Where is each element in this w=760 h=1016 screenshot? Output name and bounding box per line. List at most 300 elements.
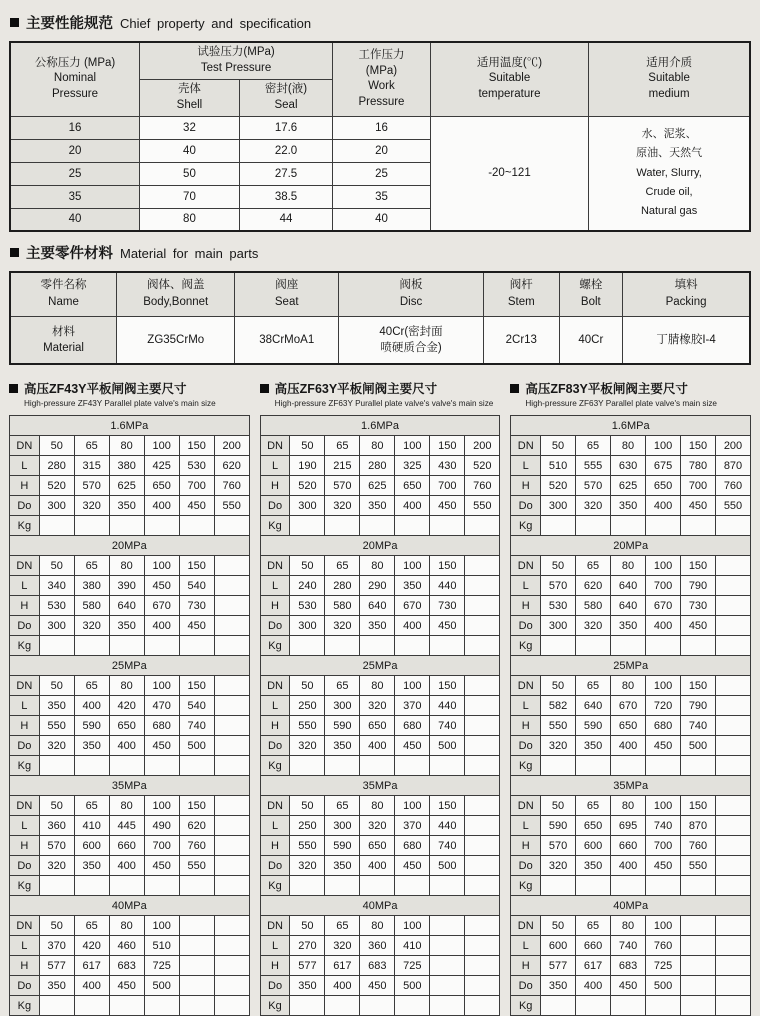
size-value: 720	[646, 696, 681, 716]
size-value: 510	[144, 936, 179, 956]
size-row-label: Do	[511, 736, 541, 756]
size-data-row	[10, 936, 250, 956]
size-value	[465, 696, 500, 716]
size-value: 590	[325, 836, 360, 856]
size-value: 500	[430, 736, 465, 756]
size-value: 50	[39, 796, 74, 816]
size-value: 320	[39, 736, 74, 756]
size-value	[541, 996, 576, 1016]
size-row-label: H	[511, 836, 541, 856]
size-value	[290, 516, 325, 536]
size-value: 80	[611, 436, 646, 456]
pressure-header: 20MPa	[260, 536, 500, 556]
size-value: 350	[39, 696, 74, 716]
size-value: 50	[541, 556, 576, 576]
size-value: 600	[541, 936, 576, 956]
size-value: 400	[74, 696, 109, 716]
material-value	[117, 316, 235, 364]
size-value: 150	[430, 796, 465, 816]
size-value	[74, 636, 109, 656]
size-value: 590	[325, 716, 360, 736]
pressure-header: 20MPa	[511, 536, 751, 556]
size-value	[325, 636, 360, 656]
size-value: 280	[39, 456, 74, 476]
materials-header-row	[10, 272, 750, 316]
size-value: 80	[109, 436, 144, 456]
size-value: 550	[179, 856, 214, 876]
size-data-row	[511, 796, 751, 816]
size-value: 350	[541, 976, 576, 996]
size-value	[715, 736, 750, 756]
size-table-35MPa	[9, 775, 250, 896]
size-row-label: H	[260, 476, 290, 496]
header-zh: 阀杆	[509, 279, 533, 291]
spec-header-work-pressure	[333, 42, 431, 116]
size-value: 350	[290, 976, 325, 996]
size-value: 500	[430, 856, 465, 876]
size-value: 315	[74, 456, 109, 476]
text-line: Suitable	[488, 72, 531, 85]
size-value: 50	[541, 796, 576, 816]
size-value: 150	[681, 676, 716, 696]
size-value	[179, 756, 214, 776]
size-value: 350	[576, 736, 611, 756]
size-data-row	[260, 516, 500, 536]
header-zh: 阀板	[399, 279, 423, 291]
size-value	[465, 916, 500, 936]
spec-header-shell	[140, 79, 240, 116]
size-value: 580	[74, 596, 109, 616]
size-value	[214, 576, 249, 596]
size-row-label: L	[260, 936, 290, 956]
text-line: 公称压力 (MPa)	[34, 56, 116, 69]
size-value: 300	[39, 496, 74, 516]
size-data-row	[260, 436, 500, 456]
size-value	[179, 516, 214, 536]
size-data-row	[511, 836, 751, 856]
size-data-row	[10, 736, 250, 756]
spec-header-test-pressure	[140, 42, 333, 79]
size-value: 470	[144, 696, 179, 716]
size-value	[395, 996, 430, 1016]
size-data-row	[260, 496, 500, 516]
size-value: 350	[109, 616, 144, 636]
size-value	[360, 996, 395, 1016]
size-value: 300	[39, 616, 74, 636]
size-value: 65	[74, 436, 109, 456]
square-bullet-icon	[510, 384, 519, 393]
size-data-row	[10, 996, 250, 1016]
size-value: 65	[576, 676, 611, 696]
size-value	[395, 636, 430, 656]
size-value	[681, 916, 716, 936]
size-value: 450	[430, 616, 465, 636]
size-value: 683	[109, 956, 144, 976]
size-data-row	[10, 456, 250, 476]
spec-header-nominal-pressure	[10, 42, 140, 116]
size-value: 400	[646, 616, 681, 636]
size-row-label: L	[511, 456, 541, 476]
size-value	[290, 996, 325, 1016]
pressure-header-row	[511, 656, 751, 676]
size-value: 760	[715, 476, 750, 496]
size-value: 620	[214, 456, 249, 476]
size-data-row	[10, 796, 250, 816]
size-row-label: DN	[260, 796, 290, 816]
size-value: 740	[430, 836, 465, 856]
size-value: 440	[430, 696, 465, 716]
suitable-medium-value	[589, 116, 750, 231]
pressure-header: 35MPa	[260, 776, 500, 796]
size-value: 100	[144, 676, 179, 696]
size-value: 400	[144, 496, 179, 516]
size-value: 380	[109, 456, 144, 476]
size-value: 400	[360, 736, 395, 756]
size-row-label: Do	[511, 856, 541, 876]
size-data-row	[10, 676, 250, 696]
size-value	[715, 616, 750, 636]
size-value	[430, 976, 465, 996]
size-title-zh-row	[9, 379, 250, 397]
size-value	[465, 596, 500, 616]
size-row-label: H	[10, 836, 40, 856]
size-value: 700	[179, 476, 214, 496]
pressure-header: 40MPa	[511, 896, 751, 916]
size-value: 550	[681, 856, 716, 876]
size-table-35MPa	[510, 775, 751, 896]
size-value	[465, 976, 500, 996]
size-value	[214, 836, 249, 856]
size-row-label: L	[511, 696, 541, 716]
size-value: 650	[611, 716, 646, 736]
size-data-row	[260, 916, 500, 936]
size-value: 680	[395, 836, 430, 856]
material-value	[339, 316, 484, 364]
text-line: Work	[368, 80, 395, 93]
shell-test-pressure-value: 70	[140, 185, 240, 208]
size-row-label: DN	[511, 436, 541, 456]
size-value	[681, 876, 716, 896]
spec-header-seal	[239, 79, 332, 116]
size-value	[715, 996, 750, 1016]
size-value: 350	[611, 496, 646, 516]
pressure-header-row	[511, 416, 751, 436]
size-data-row	[511, 996, 751, 1016]
size-value: 680	[646, 716, 681, 736]
size-value: 200	[465, 436, 500, 456]
size-value: 740	[681, 716, 716, 736]
size-value	[109, 996, 144, 1016]
size-value: 870	[715, 456, 750, 476]
text-line: 适用介质	[646, 56, 693, 69]
shell-test-pressure-value: 32	[140, 116, 240, 139]
size-data-row	[10, 616, 250, 636]
size-table-35MPa	[260, 775, 501, 896]
size-row-label: Kg	[10, 756, 40, 776]
size-value	[395, 516, 430, 536]
size-value	[576, 756, 611, 776]
size-value: 740	[646, 816, 681, 836]
size-value: 520	[465, 456, 500, 476]
size-row-label: DN	[260, 556, 290, 576]
size-row-label: Kg	[260, 876, 290, 896]
square-bullet-icon	[10, 18, 19, 27]
size-value	[430, 756, 465, 776]
size-data-row	[260, 876, 500, 896]
size-row-label: H	[10, 476, 40, 496]
size-value	[715, 936, 750, 956]
materials-row-label	[10, 316, 117, 364]
size-value: 100	[144, 916, 179, 936]
size-value: 500	[646, 976, 681, 996]
size-value	[715, 696, 750, 716]
size-row-label: L	[260, 456, 290, 476]
square-bullet-icon	[260, 384, 269, 393]
pressure-header: 25MPa	[10, 656, 250, 676]
size-value: 670	[395, 596, 430, 616]
size-value	[611, 876, 646, 896]
size-value: 380	[74, 576, 109, 596]
size-value: 80	[109, 556, 144, 576]
size-value: 100	[144, 436, 179, 456]
size-row-label: Do	[260, 856, 290, 876]
size-value: 790	[681, 576, 716, 596]
size-value	[715, 856, 750, 876]
size-value: 150	[681, 556, 716, 576]
size-data-row	[260, 756, 500, 776]
size-value: 500	[395, 976, 430, 996]
size-value	[290, 756, 325, 776]
materials-table	[9, 271, 751, 365]
size-value: 300	[541, 496, 576, 516]
size-value: 360	[360, 936, 395, 956]
materials-col-header	[559, 272, 623, 316]
size-value: 660	[109, 836, 144, 856]
size-value: 450	[179, 616, 214, 636]
size-value: 730	[430, 596, 465, 616]
size-value	[214, 716, 249, 736]
size-value: 65	[74, 796, 109, 816]
size-value: 550	[290, 836, 325, 856]
size-value: 450	[144, 856, 179, 876]
size-value	[646, 996, 681, 1016]
size-value: 617	[74, 956, 109, 976]
size-value: 400	[576, 976, 611, 996]
materials-col-header	[235, 272, 339, 316]
size-value: 520	[39, 476, 74, 496]
size-value: 540	[179, 696, 214, 716]
spec-header-suitable-medium	[589, 42, 750, 116]
size-value: 65	[576, 916, 611, 936]
shell-test-pressure-value: 40	[140, 139, 240, 162]
material-value	[484, 316, 559, 364]
size-data-row	[511, 596, 751, 616]
size-row-label: Do	[260, 736, 290, 756]
size-value: 320	[325, 936, 360, 956]
size-table-40MPa	[510, 895, 751, 1016]
size-value: 400	[611, 736, 646, 756]
size-data-row	[260, 936, 500, 956]
size-row-label: Do	[260, 496, 290, 516]
pressure-header-row	[260, 896, 500, 916]
size-row-label: H	[260, 956, 290, 976]
material-value	[623, 316, 750, 364]
size-data-row	[10, 696, 250, 716]
size-value: 300	[325, 696, 360, 716]
size-data-row	[511, 436, 751, 456]
materials-col-header	[484, 272, 559, 316]
size-row-label: H	[511, 956, 541, 976]
size-value: 350	[39, 976, 74, 996]
size-value: 550	[39, 716, 74, 736]
size-value: 350	[611, 616, 646, 636]
size-value: 530	[179, 456, 214, 476]
size-row-label: Kg	[511, 756, 541, 776]
size-value: 760	[681, 836, 716, 856]
size-row-label: Do	[260, 976, 290, 996]
size-data-row	[511, 856, 751, 876]
size-row-label: Do	[10, 736, 40, 756]
size-value: 100	[395, 676, 430, 696]
size-value: 325	[395, 456, 430, 476]
size-value	[611, 756, 646, 776]
pressure-header-row	[260, 656, 500, 676]
pressure-header-row	[511, 896, 751, 916]
size-value: 320	[541, 736, 576, 756]
size-value: 550	[541, 716, 576, 736]
materials-col-header	[117, 272, 235, 316]
size-value: 420	[109, 696, 144, 716]
size-sections	[9, 377, 751, 1016]
size-row-label: Do	[10, 976, 40, 996]
size-value	[214, 756, 249, 776]
size-value: 725	[144, 956, 179, 976]
size-row-label: H	[260, 716, 290, 736]
size-value: 580	[576, 596, 611, 616]
size-value	[430, 876, 465, 896]
size-value: 650	[109, 716, 144, 736]
text-line: 工作压力	[358, 49, 405, 62]
size-section-title	[9, 379, 250, 408]
size-row-label: DN	[260, 916, 290, 936]
text-line: 喷硬质合金)	[380, 341, 442, 354]
size-data-row	[511, 676, 751, 696]
size-row-label: H	[10, 956, 40, 976]
size-value: 100	[646, 436, 681, 456]
size-value: 320	[325, 496, 360, 516]
size-value: 760	[646, 936, 681, 956]
size-value: 445	[109, 816, 144, 836]
size-value: 300	[325, 816, 360, 836]
size-row-label: Kg	[10, 996, 40, 1016]
size-title-zh: 高压ZF83Y平板闸阀主要尺寸	[525, 382, 688, 396]
size-row-label: H	[511, 476, 541, 496]
size-value: 410	[74, 816, 109, 836]
size-value: 683	[611, 956, 646, 976]
size-value	[611, 996, 646, 1016]
size-title-zh: 高压ZF43Y平板闸阀主要尺寸	[24, 382, 187, 396]
size-value	[214, 956, 249, 976]
size-value: 760	[179, 836, 214, 856]
size-value	[715, 636, 750, 656]
size-value	[325, 876, 360, 896]
size-value	[715, 756, 750, 776]
size-value: 370	[39, 936, 74, 956]
materials-col-header	[339, 272, 484, 316]
size-value	[290, 636, 325, 656]
text-line: 密封(液)	[264, 82, 308, 95]
size-row-label: Do	[260, 616, 290, 636]
spec-table	[9, 41, 751, 232]
size-data-row	[511, 936, 751, 956]
size-row-label: DN	[10, 436, 40, 456]
text-line: Seal	[274, 98, 298, 111]
material-value	[559, 316, 623, 364]
materials-col-header	[10, 272, 117, 316]
size-value	[109, 876, 144, 896]
section2-title-zh: 主要零件材料	[26, 246, 113, 262]
size-value	[681, 996, 716, 1016]
spec-header-row1	[10, 42, 750, 79]
nominal-pressure-value: 35	[10, 185, 140, 208]
header-zh: 零件名称	[40, 279, 87, 291]
size-row-label: L	[10, 576, 40, 596]
size-value	[465, 836, 500, 856]
size-value	[395, 756, 430, 776]
size-value	[430, 916, 465, 936]
section1-title	[10, 12, 751, 33]
size-value	[681, 636, 716, 656]
size-data-row	[10, 856, 250, 876]
size-data-row	[260, 456, 500, 476]
size-value: 582	[541, 696, 576, 716]
size-value	[576, 996, 611, 1016]
size-value: 870	[681, 816, 716, 836]
size-data-row	[511, 736, 751, 756]
size-value	[325, 996, 360, 1016]
size-value: 510	[541, 456, 576, 476]
text-line: 40Cr(密封面	[379, 325, 443, 338]
size-value: 150	[430, 676, 465, 696]
text-line: Water, Slurry,	[636, 166, 702, 179]
size-value	[214, 916, 249, 936]
size-value	[681, 976, 716, 996]
size-value	[430, 936, 465, 956]
size-value	[39, 996, 74, 1016]
size-value: 650	[576, 816, 611, 836]
size-row-label: Kg	[260, 516, 290, 536]
size-value: 80	[611, 556, 646, 576]
size-value: 400	[325, 976, 360, 996]
size-value: 400	[109, 856, 144, 876]
size-value: 300	[290, 496, 325, 516]
text-line: 壳体	[177, 82, 201, 95]
size-value: 100	[395, 436, 430, 456]
size-value: 570	[74, 476, 109, 496]
text-line: ZG35CrMo	[147, 333, 205, 346]
pressure-header-row	[10, 776, 250, 796]
size-data-row	[511, 636, 751, 656]
size-value: 370	[395, 696, 430, 716]
size-value: 440	[430, 576, 465, 596]
size-value: 670	[646, 596, 681, 616]
size-value: 80	[611, 796, 646, 816]
size-data-row	[10, 756, 250, 776]
size-data-row	[511, 956, 751, 976]
size-value: 680	[144, 716, 179, 736]
size-value: 240	[290, 576, 325, 596]
size-data-row	[260, 856, 500, 876]
